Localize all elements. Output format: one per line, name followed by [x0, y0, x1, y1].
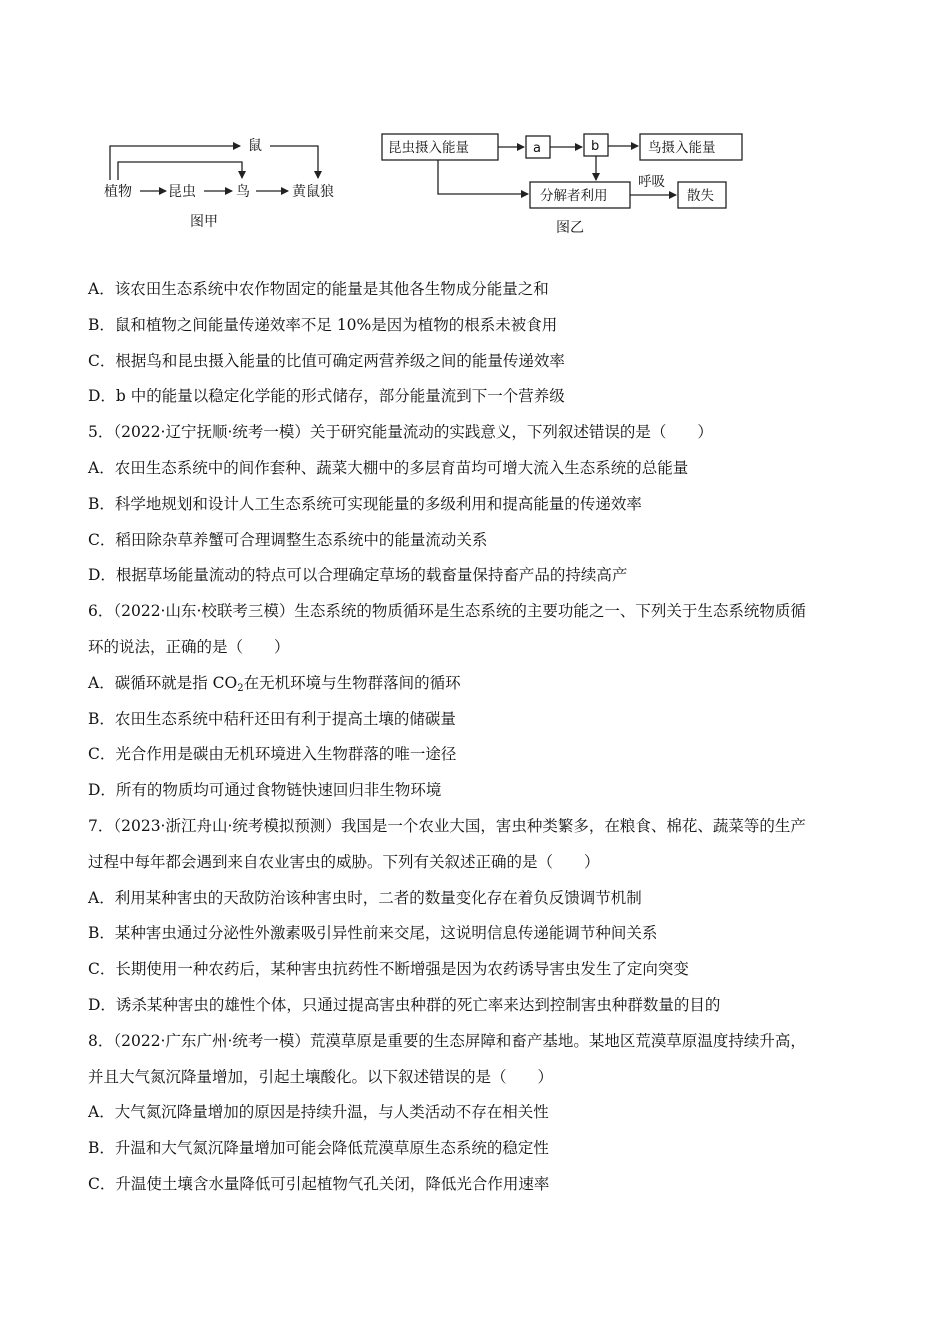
- q6-option-d: D．所有的物质均可通过食物链快速回归非生物环境: [88, 781, 442, 800]
- q4-option-c: C．根据鸟和昆虫摄入能量的比值可确定两营养级之间的能量传递效率: [88, 351, 565, 370]
- box-loss-label: 散失: [687, 188, 714, 204]
- q6-option-a-post: 在无机环境与生物群落间的循环: [243, 673, 461, 692]
- q6-option-b: B．农田生态系统中秸秆还田有利于提高土壤的储碳量: [88, 709, 456, 728]
- figure-b-energy-flow: [382, 134, 742, 236]
- node-plant: 植物: [104, 184, 132, 200]
- q6-option-c: C．光合作用是碳由无机环境进入生物群落的唯一途径: [88, 745, 457, 764]
- q5-stem: 5．（2022·辽宁抚顺·统考一模）关于研究能量流动的实践意义，下列叙述错误的是（ ）: [88, 423, 713, 442]
- box-b-label: b: [591, 139, 600, 154]
- arrow-label-respiration: 呼吸: [638, 174, 665, 190]
- q8-option-a: A．大气氮沉降量增加的原因是持续升温，与人类活动不存在相关性: [88, 1103, 549, 1122]
- q8-option-b: B．升温和大气氮沉降量增加可能会降低荒漠草原生态系统的稳定性: [88, 1139, 549, 1158]
- q4-option-d: D．b 中的能量以稳定化学能的形式储存，部分能量流到下一个营养级: [88, 387, 565, 406]
- node-mouse: 鼠: [248, 138, 262, 154]
- box-bird-intake-label: 鸟摄入能量: [648, 140, 716, 156]
- q6-option-a-pre: A．碳循环就是指 CO: [88, 673, 238, 692]
- q6-option-a: [88, 666, 878, 702]
- q7-option-d: D．诱杀某种害虫的雄性个体，只通过提高害虫种群的死亡率来达到控制害虫种群数量的目的: [88, 995, 721, 1014]
- arrow-plant-to-bird: [118, 162, 242, 180]
- q4-option-a: A．该农田生态系统中农作物固定的能量是其他各生物成分能量之和: [88, 280, 549, 298]
- node-bird: 鸟: [236, 184, 250, 200]
- q7-option-b: B．某种害虫通过分泌性外激素吸引异性前来交尾，这说明信息传递能调节种间关系: [88, 924, 658, 943]
- q6-stem-line1: 6．（2022·山东·校联考三模）生态系统的物质循环是生态系统的主要功能之一、下列关于生态系统物质循: [88, 602, 806, 621]
- q5-option-b: B．科学地规划和设计人工生态系统可实现能量的多级利用和提高能量的传递效率: [88, 494, 642, 513]
- q7-option-a: A．利用某种害虫的天敌防治该种害虫时，二者的数量变化存在着负反馈调节机制: [88, 888, 642, 907]
- figure-a-food-web: [104, 138, 334, 230]
- q8-stem-line1: 8．（2022·广东广州·统考一模）荒漠草原是重要的生态屏障和畜产基地。某地区荒漠草原温度持续升高，: [88, 1031, 806, 1050]
- arrow-intake-to-decomposer: [438, 160, 528, 194]
- arrow-plant-to-mouse: [110, 146, 240, 180]
- node-insect: 昆虫: [168, 184, 196, 200]
- q8-stem-line2: 并且大气氮沉降量增加，引起土壤酸化。以下叙述错误的是（ ）: [88, 1067, 554, 1086]
- q7-stem-line2: 过程中每年都会遇到来自农业害虫的威胁。下列有关叙述正确的是（ ）: [88, 852, 600, 871]
- q7-stem-line1: 7．（2023·浙江舟山·统考模拟预测）我国是一个农业大国，害虫种类繁多，在粮食、棉花、蔬菜等的生产: [88, 816, 806, 835]
- q6-option-a-subscript: 2: [237, 682, 244, 694]
- figures: [90, 128, 790, 238]
- figure-a-caption: 图甲: [190, 214, 218, 230]
- q8-option-c: C．升温使土壤含水量降低可引起植物气孔关闭，降低光合作用速率: [88, 1174, 550, 1193]
- question-content: [88, 272, 878, 1203]
- node-weasel: 黄鼠狼: [292, 184, 334, 200]
- q5-option-c: C．稻田除杂草养蟹可合理调整生态系统中的能量流动关系: [88, 530, 488, 549]
- q5-option-a: A．农田生态系统中的间作套种、蔬菜大棚中的多层育苗均可增大流入生态系统的总能量: [88, 458, 689, 477]
- q4-option-b: B．鼠和植物之间能量传递效率不足 10%是因为植物的根系未被食用: [88, 315, 558, 334]
- box-a-label: a: [533, 141, 541, 156]
- q7-option-c: C．长期使用一种农药后，某种害虫抗药性不断增强是因为农药诱导害虫发生了定向突变: [88, 960, 689, 979]
- q5-option-d: D．根据草场能量流动的特点可以合理确定草场的载畜量保持畜产品的持续高产: [88, 566, 628, 585]
- box-decomposer-label: 分解者利用: [540, 188, 608, 204]
- q6-stem-line2: 环的说法，正确的是（ ）: [88, 637, 290, 656]
- figure-b-caption: 图乙: [556, 220, 584, 236]
- box-insect-intake-label: 昆虫摄入能量: [388, 140, 469, 156]
- arrow-mouse-to-weasel: [270, 146, 318, 178]
